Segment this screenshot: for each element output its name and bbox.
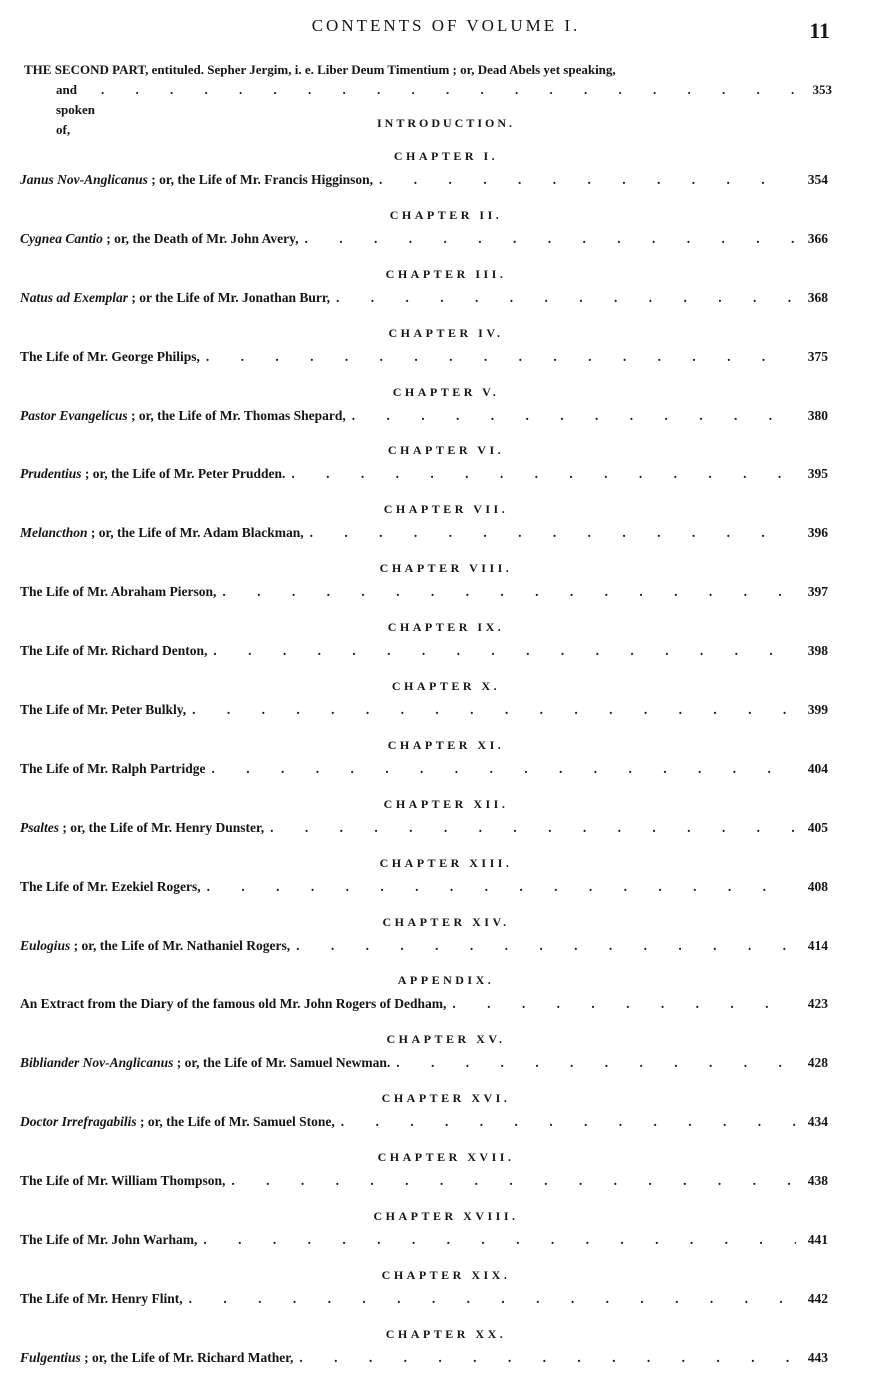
- entry-title: [20, 288, 330, 308]
- entry-latin-title: Bibliander Nov-Anglicanus: [20, 1055, 174, 1071]
- entry-latin-title: Pastor Evangelicus: [20, 407, 128, 423]
- contents-entry: [0, 678, 892, 737]
- entry-title: [20, 347, 200, 367]
- dot-leader: [270, 818, 796, 838]
- entry-text: ; or, the Life of Mr. Samuel Newman.: [176, 1055, 391, 1071]
- entry-text: ; or, the Life of Mr. Thomas Shepard,: [131, 407, 346, 423]
- entry-row: [20, 1171, 828, 1191]
- entry-page-number: 375: [807, 348, 828, 364]
- chapter-heading: CHAPTER II.: [389, 207, 503, 222]
- contents-entry: [0, 1031, 892, 1090]
- chapter-heading: APPENDIX.: [397, 973, 495, 988]
- entry-text: ; or, the Life of Mr. Henry Dunster,: [62, 819, 265, 835]
- chapter-heading: CHAPTER IX.: [387, 620, 505, 635]
- page-number: 11: [809, 18, 830, 43]
- entry-row: [20, 1112, 828, 1132]
- dot-leader: [296, 936, 796, 956]
- chapter-heading: CHAPTER I.: [393, 149, 499, 163]
- entry-page-number: 404: [807, 760, 828, 776]
- entry-row: [20, 464, 828, 484]
- dot-leader: [291, 464, 796, 484]
- dot-leader: [222, 582, 796, 602]
- contents-entry: [0, 1149, 892, 1208]
- entry-latin-title: Natus ad Exemplar: [20, 289, 129, 305]
- chapter-heading: CHAPTER XV.: [386, 1032, 506, 1047]
- contents-entry: [0, 207, 892, 266]
- entry-title: [20, 641, 207, 661]
- entry-row: [20, 1053, 828, 1073]
- entry-title: [20, 1053, 390, 1073]
- second-part-line-2: [24, 80, 832, 140]
- contents-entry: [0, 1208, 892, 1267]
- entry-title: [20, 1171, 225, 1191]
- entry-row: [20, 994, 828, 1014]
- introduction-heading: INTRODUCTION.: [376, 116, 515, 130]
- entry-text: The Life of Mr. John Warham,: [20, 1232, 198, 1248]
- chapter-heading: CHAPTER III.: [385, 266, 507, 281]
- second-part-line-2-text: and spoken of,: [56, 82, 96, 137]
- entry-page-number: 442: [807, 1290, 828, 1306]
- entry-page-number: 380: [807, 407, 828, 423]
- second-part-page: 353: [812, 82, 832, 97]
- entry-title: [20, 523, 304, 543]
- entry-page-number: 434: [807, 1114, 828, 1130]
- dot-leader: [452, 994, 796, 1014]
- entry-title: [20, 170, 373, 190]
- dot-leader: [341, 1112, 796, 1132]
- page-header: [0, 16, 892, 46]
- entry-page-number: 395: [807, 466, 828, 482]
- entry-page-number: 397: [807, 584, 828, 600]
- entry-title: [20, 994, 446, 1014]
- entry-page-number: 438: [807, 1173, 828, 1189]
- contents-entry: [0, 796, 892, 855]
- entry-row: [20, 641, 828, 661]
- entry-title: [20, 936, 290, 956]
- contents-entry: [0, 914, 892, 973]
- entry-latin-title: Janus Nov-Anglicanus: [20, 172, 148, 187]
- entry-text: ; or, the Life of Mr. Samuel Stone,: [140, 1114, 335, 1130]
- entry-latin-title: Prudentius: [20, 466, 82, 482]
- entry-text: The Life of Mr. Richard Denton,: [20, 643, 208, 659]
- entry-page-number: 408: [807, 878, 828, 894]
- chapter-heading: CHAPTER XVII.: [377, 1150, 515, 1165]
- chapter-heading: CHAPTER X.: [391, 679, 501, 694]
- entry-title: [20, 229, 299, 249]
- entry-page-number: 354: [807, 172, 828, 187]
- dot-leader: [310, 523, 796, 543]
- chapter-heading: CHAPTER XVI.: [381, 1091, 511, 1106]
- running-title: CONTENTS OF VOLUME I.: [311, 16, 581, 35]
- dot-leader: [211, 759, 796, 779]
- contents-entry: [0, 1090, 892, 1149]
- entry-row: [20, 759, 828, 779]
- chapter-heading: CHAPTER XIV.: [382, 914, 510, 929]
- entry-title: [20, 700, 186, 720]
- chapter-heading: CHAPTER XIX.: [381, 1267, 511, 1282]
- dot-leader: [396, 1053, 796, 1073]
- entry-row: [20, 288, 828, 308]
- entry-page-number: 441: [807, 1232, 828, 1248]
- entry-latin-title: Doctor Irrefragabilis: [20, 1114, 137, 1130]
- entry-latin-title: Fulgentius: [20, 1349, 81, 1365]
- chapter-heading: CHAPTER XII.: [383, 796, 509, 811]
- dot-leader: [213, 641, 796, 661]
- entry-latin-title: Eulogius: [20, 937, 71, 953]
- dot-leader: [101, 80, 800, 140]
- entry-title: [20, 464, 285, 484]
- entry-text: ; or the Life of Mr. Jonathan Burr,: [131, 289, 331, 305]
- entry-text: ; or, the Life of Mr. Nathaniel Rogers,: [73, 937, 291, 953]
- chapter-heading: CHAPTER VI.: [387, 443, 505, 458]
- contents-entry: [0, 560, 892, 619]
- dot-leader: [352, 406, 796, 426]
- entry-page-number: 399: [807, 702, 828, 718]
- entry-row: [20, 1348, 828, 1368]
- chapter-heading: CHAPTER VIII.: [379, 561, 513, 576]
- entry-row: [20, 877, 828, 897]
- entry-page-number: 414: [807, 937, 828, 953]
- entry-row: [20, 700, 828, 720]
- entry-text: The Life of Mr. Ezekiel Rogers,: [20, 878, 201, 894]
- entry-text: The Life of Mr. William Thompson,: [20, 1173, 226, 1189]
- entry-text: The Life of Mr. Henry Flint,: [20, 1290, 183, 1306]
- contents-entry: [0, 442, 892, 501]
- entry-page-number: 423: [807, 996, 828, 1012]
- entry-text: An Extract from the Diary of the famous old Mr. John Rogers of Dedham,: [20, 996, 447, 1012]
- contents-entry: [0, 972, 892, 1031]
- contents-entry: [0, 1267, 892, 1326]
- entry-page-number: 366: [807, 230, 828, 246]
- entry-page-number: 396: [807, 525, 828, 541]
- dot-leader: [189, 1289, 796, 1309]
- entry-text: ; or, the Life of Mr. Richard Mather,: [84, 1349, 294, 1365]
- contents-entry: [0, 619, 892, 678]
- entry-title: [20, 759, 205, 779]
- contents-entry: [0, 737, 892, 796]
- chapter-heading: CHAPTER XVIII.: [373, 1209, 519, 1224]
- contents-entry: [0, 855, 892, 914]
- contents-entry: [0, 148, 892, 207]
- entry-text: ; or, the Life of Mr. Peter Prudden.: [84, 466, 286, 482]
- contents-list: [0, 148, 892, 1385]
- dot-leader: [336, 288, 796, 308]
- dot-leader: [203, 1230, 796, 1250]
- chapter-heading: CHAPTER V.: [392, 384, 500, 399]
- chapter-heading: CHAPTER XX.: [385, 1326, 507, 1341]
- dot-leader: [192, 700, 796, 720]
- entry-row: [20, 347, 828, 367]
- entry-text: The Life of Mr. Ralph Partridge: [20, 760, 206, 776]
- entry-latin-title: Melancthon: [20, 525, 88, 541]
- dot-leader: [231, 1171, 796, 1191]
- entry-text: The Life of Mr. Abraham Pierson,: [20, 584, 217, 600]
- entry-title: [20, 1348, 293, 1368]
- entry-text: The Life of Mr. George Philips,: [20, 348, 200, 364]
- entry-row: [20, 1230, 828, 1250]
- dot-leader: [305, 229, 796, 249]
- contents-entry: [0, 501, 892, 560]
- chapter-heading: CHAPTER VII.: [383, 502, 509, 517]
- dot-leader: [379, 170, 796, 190]
- chapter-heading: CHAPTER IV.: [388, 325, 504, 340]
- entry-row: [20, 229, 828, 249]
- entry-title: [20, 818, 264, 838]
- entry-title: [20, 406, 346, 426]
- entry-text: The Life of Mr. Peter Bulkly,: [20, 702, 187, 718]
- entry-page-number: 428: [807, 1055, 828, 1071]
- entry-row: [20, 406, 828, 426]
- entry-page-number: 368: [807, 289, 828, 305]
- entry-text: ; or, the Death of Mr. John Avery,: [106, 230, 299, 246]
- dot-leader: [206, 347, 796, 367]
- entry-latin-title: Cygnea Cantio: [20, 230, 103, 246]
- entry-text: ; or, the Life of Mr. Francis Higginson,: [151, 172, 374, 187]
- entry-text: ; or, the Life of Mr. Adam Blackman,: [90, 525, 304, 541]
- entry-row: [20, 170, 828, 190]
- entry-page-number: 443: [807, 1349, 828, 1365]
- contents-entry: [0, 266, 892, 325]
- entry-title: [20, 1230, 197, 1250]
- entry-title: [20, 877, 201, 897]
- chapter-heading: CHAPTER XI.: [387, 737, 505, 752]
- entry-latin-title: Psaltes: [20, 819, 59, 835]
- contents-entry: [0, 384, 892, 443]
- contents-entry: [0, 325, 892, 384]
- entry-row: [20, 582, 828, 602]
- entry-row: [20, 523, 828, 543]
- contents-entry: [0, 1326, 892, 1385]
- dot-leader: [299, 1348, 796, 1368]
- entry-row: [20, 818, 828, 838]
- dot-leader: [207, 877, 796, 897]
- entry-title: [20, 1289, 183, 1309]
- chapter-heading: CHAPTER XIII.: [379, 855, 513, 870]
- entry-page-number: 398: [807, 643, 828, 659]
- entry-page-number: 405: [807, 819, 828, 835]
- entry-row: [20, 1289, 828, 1309]
- second-part-line-1: THE SECOND PART, entituled. Sepher Jergim, i. e. Liber Deum Timentium ; or, Dead Abels yet speaking,: [24, 62, 616, 77]
- entry-title: [20, 1112, 335, 1132]
- entry-row: [20, 936, 828, 956]
- entry-title: [20, 582, 216, 602]
